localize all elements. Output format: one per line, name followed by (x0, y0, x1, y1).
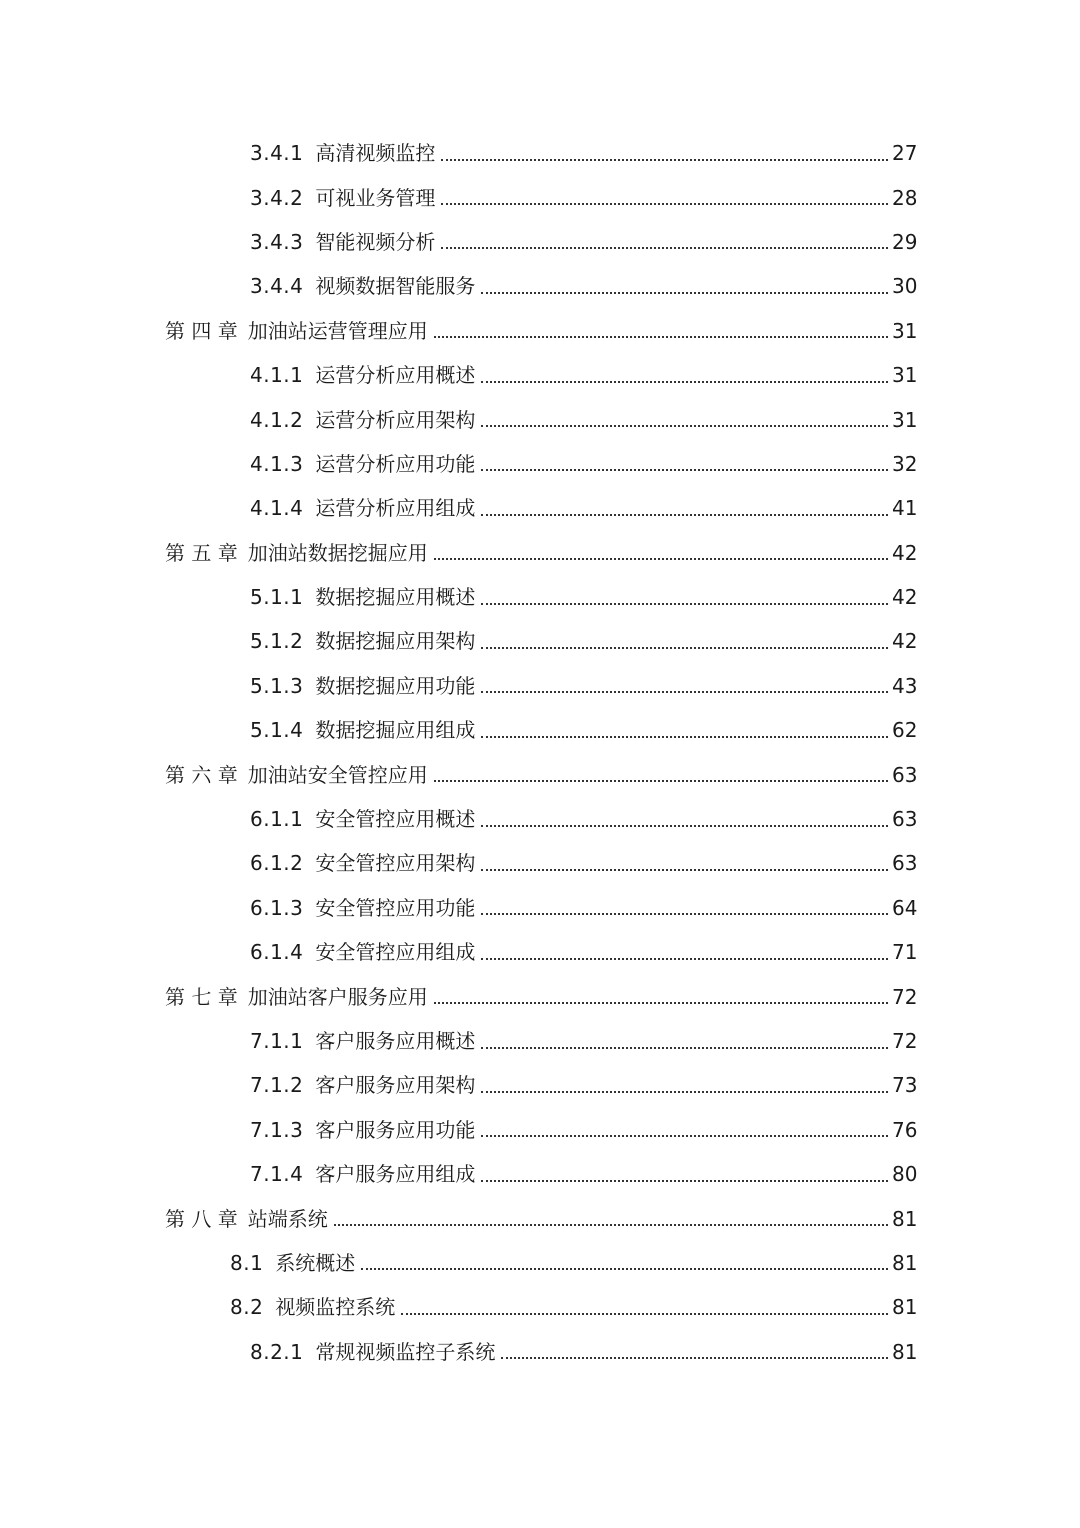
toc-entry-page: 73 (892, 1073, 918, 1098)
dot-leader (481, 291, 888, 294)
toc-entry-number: 6.1.2 (250, 851, 304, 876)
toc-entry[interactable] (0, 309, 1080, 353)
toc-entry[interactable] (0, 264, 1080, 308)
toc-entry-title: 客户服务应用架构 (315, 1073, 476, 1098)
toc-entry-number: 4.1.1 (250, 363, 304, 388)
dot-leader (434, 779, 888, 782)
dot-leader (481, 468, 888, 471)
toc-entry-page: 30 (892, 274, 918, 299)
toc-entry-number: 7.1.3 (250, 1117, 304, 1142)
toc-entry[interactable] (0, 1330, 1080, 1374)
table-of-contents (0, 131, 1080, 1374)
dot-leader (434, 1001, 888, 1004)
toc-entry-number: 第 四 章 (165, 318, 238, 343)
dot-leader (441, 202, 888, 205)
toc-entry-page: 32 (892, 451, 918, 476)
dot-leader (481, 602, 888, 605)
toc-entry[interactable] (0, 1108, 1080, 1152)
dot-leader (481, 1134, 888, 1137)
dot-leader (481, 868, 888, 871)
toc-entry[interactable] (0, 664, 1080, 708)
toc-entry-number: 7.1.4 (250, 1162, 304, 1187)
toc-entry-page: 80 (892, 1162, 918, 1187)
toc-entry-title: 站端系统 (247, 1206, 328, 1231)
toc-entry-page: 31 (892, 318, 918, 343)
toc-entry-page: 81 (892, 1206, 918, 1231)
toc-entry-number: 8.2.1 (250, 1339, 304, 1364)
toc-entry-title: 安全管控应用组成 (315, 940, 476, 965)
dot-leader (481, 513, 888, 516)
toc-entry-page: 29 (892, 229, 918, 254)
toc-entry-page: 31 (892, 363, 918, 388)
toc-entry[interactable] (0, 708, 1080, 752)
toc-entry-title: 客户服务应用功能 (315, 1117, 476, 1142)
toc-entry-page: 76 (892, 1117, 918, 1142)
toc-entry-title: 加油站客户服务应用 (247, 984, 428, 1009)
toc-entry-number: 第 七 章 (165, 984, 238, 1009)
toc-entry[interactable] (0, 575, 1080, 619)
toc-entry[interactable] (0, 486, 1080, 530)
toc-entry-page: 63 (892, 851, 918, 876)
toc-entry-title: 运营分析应用组成 (315, 496, 476, 521)
dot-leader (361, 1267, 888, 1270)
toc-entry-number: 7.1.1 (250, 1029, 304, 1053)
toc-entry[interactable] (0, 1241, 1080, 1285)
toc-entry[interactable] (0, 131, 1080, 175)
toc-entry-title: 安全管控应用功能 (315, 895, 476, 920)
toc-entry-number: 3.4.3 (250, 229, 304, 254)
toc-entry[interactable] (0, 886, 1080, 930)
toc-entry-number: 4.1.2 (250, 407, 304, 432)
toc-entry[interactable] (0, 353, 1080, 397)
toc-entry[interactable] (0, 1152, 1080, 1196)
dot-leader (481, 957, 888, 960)
toc-entry-title: 常规视频监控子系统 (315, 1339, 496, 1364)
toc-entry-page: 81 (892, 1250, 918, 1275)
toc-entry-number: 8.1 (230, 1250, 264, 1275)
toc-entry-title: 加油站数据挖掘应用 (247, 540, 428, 565)
toc-entry[interactable] (0, 442, 1080, 486)
toc-entry-number: 第 八 章 (165, 1206, 238, 1231)
toc-entry-page: 62 (892, 718, 918, 743)
toc-entry-title: 加油站安全管控应用 (247, 762, 428, 787)
toc-entry[interactable] (0, 930, 1080, 974)
toc-entry-page: 31 (892, 407, 918, 432)
toc-entry-number: 5.1.3 (250, 673, 304, 698)
toc-entry-page: 42 (892, 629, 918, 654)
toc-entry-number: 第 六 章 (165, 762, 238, 787)
toc-entry-title: 数据挖掘应用组成 (315, 718, 476, 743)
toc-entry-title: 智能视频分析 (315, 229, 436, 254)
dot-leader (434, 335, 888, 338)
toc-entry-page: 43 (892, 673, 918, 698)
dot-leader (441, 158, 888, 161)
toc-entry-title: 视频数据智能服务 (315, 274, 476, 299)
toc-entry-title: 客户服务应用组成 (315, 1162, 476, 1187)
toc-entry-number: 6.1.3 (250, 895, 304, 920)
toc-entry-page: 81 (892, 1339, 918, 1364)
toc-entry-page: 28 (892, 185, 918, 210)
dot-leader (481, 1046, 888, 1049)
toc-entry-number: 3.4.2 (250, 185, 304, 210)
dot-leader (501, 1356, 888, 1359)
toc-entry-title: 运营分析应用概述 (315, 363, 476, 388)
toc-entry-number: 5.1.4 (250, 718, 304, 743)
toc-entry[interactable] (0, 1063, 1080, 1107)
toc-entry[interactable] (0, 619, 1080, 663)
toc-entry-title: 视频监控系统 (275, 1295, 396, 1320)
toc-entry-title: 运营分析应用架构 (315, 407, 476, 432)
dot-leader (481, 690, 888, 693)
toc-entry-page: 63 (892, 762, 918, 787)
toc-entry-page: 72 (892, 1029, 918, 1053)
toc-entry[interactable] (0, 1196, 1080, 1240)
dot-leader (481, 824, 888, 827)
toc-entry-number: 4.1.4 (250, 496, 304, 521)
toc-entry[interactable] (0, 220, 1080, 264)
dot-leader (441, 246, 888, 249)
toc-entry-number: 3.4.1 (250, 141, 304, 166)
toc-entry-page: 42 (892, 540, 918, 565)
toc-entry-number: 第 五 章 (165, 540, 238, 565)
toc-entry-number: 7.1.2 (250, 1073, 304, 1098)
toc-entry-title: 数据挖掘应用功能 (315, 673, 476, 698)
dot-leader (481, 380, 888, 383)
dot-leader (481, 1179, 888, 1182)
dot-leader (481, 912, 888, 915)
toc-entry-page: 41 (892, 496, 918, 521)
dot-leader (434, 557, 888, 560)
toc-entry-title: 数据挖掘应用架构 (315, 629, 476, 654)
toc-entry[interactable] (0, 974, 1080, 1018)
toc-entry[interactable] (0, 1019, 1080, 1063)
toc-entry-title: 客户服务应用概述 (315, 1029, 476, 1053)
toc-entry[interactable] (0, 175, 1080, 219)
toc-entry-page: 27 (892, 141, 918, 166)
toc-entry-page: 42 (892, 585, 918, 610)
toc-entry-number: 8.2 (230, 1295, 264, 1320)
toc-entry[interactable] (0, 1285, 1080, 1329)
toc-entry-number: 4.1.3 (250, 451, 304, 476)
toc-entry-number: 3.4.4 (250, 274, 304, 299)
toc-entry-number: 6.1.4 (250, 940, 304, 965)
toc-entry-number: 5.1.1 (250, 585, 304, 610)
toc-entry[interactable] (0, 797, 1080, 841)
toc-entry-title: 安全管控应用概述 (315, 807, 476, 832)
dot-leader (481, 424, 888, 427)
toc-entry[interactable] (0, 397, 1080, 441)
toc-entry-number: 6.1.1 (250, 807, 304, 832)
dot-leader (334, 1223, 888, 1226)
dot-leader (481, 1090, 888, 1093)
toc-entry-title: 运营分析应用功能 (315, 451, 476, 476)
dot-leader (481, 646, 888, 649)
toc-entry-page: 64 (892, 895, 918, 920)
toc-entry-page: 81 (892, 1295, 918, 1320)
toc-entry-page: 72 (892, 984, 918, 1009)
toc-entry[interactable] (0, 531, 1080, 575)
toc-entry-title: 加油站运营管理应用 (247, 318, 428, 343)
toc-entry-title: 安全管控应用架构 (315, 851, 476, 876)
toc-entry-title: 高清视频监控 (315, 141, 436, 166)
toc-entry[interactable] (0, 841, 1080, 885)
dot-leader (481, 735, 888, 738)
dot-leader (401, 1312, 888, 1315)
toc-entry-number: 5.1.2 (250, 629, 304, 654)
toc-entry-page: 63 (892, 807, 918, 832)
toc-entry-page: 71 (892, 940, 918, 965)
toc-entry-title: 系统概述 (275, 1250, 356, 1275)
toc-entry-title: 数据挖掘应用概述 (315, 585, 476, 610)
toc-entry[interactable] (0, 752, 1080, 796)
toc-entry-title: 可视业务管理 (315, 185, 436, 210)
